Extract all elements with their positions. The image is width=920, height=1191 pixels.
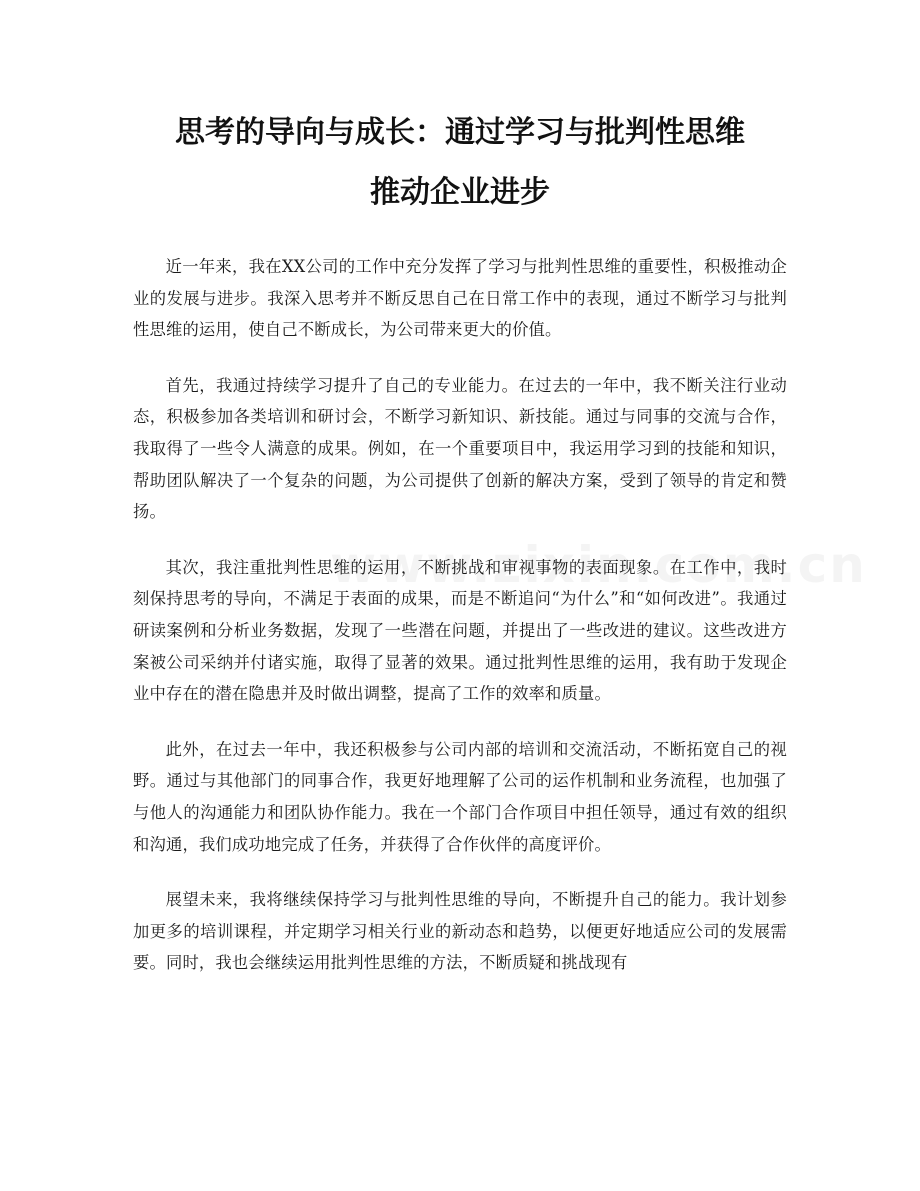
title-line-1: 思考的导向与成长：通过学习与批判性思维: [175, 115, 745, 150]
paragraph-3: 其次，我注重批判性思维的运用，不断挑战和审视事物的表面现象。在工作中，我时刻保持思考的导向，不满足于表面的成果，而是不断追问“为什么”和“如何改进”。我通过研读案例和分析业务数据，发现了一些潜在问题，并提出了一些改进的建议。这些改进方案被公司采纳并付诸实施，取得了显著的效果。通过批判性思维的运用，我有助于发现企业中存在的潜在隐患并及时做出调整，提高了工作的效率和质量。: [133, 557, 787, 704]
document-body: [133, 251, 787, 979]
document-title: [133, 103, 787, 223]
title-line-2: 推动企业进步: [370, 175, 550, 210]
paragraph-5: 展望未来，我将继续保持学习与批判性思维的导向，不断提升自己的能力。我计划参加更多的培训课程，并定期学习相关行业的新动态和趋势，以便更好地适应公司的发展需要。同时，我也会继续运用批判性思维的方法，不断质疑和挑战现有: [133, 890, 787, 973]
paragraph-4: 此外，在过去一年中，我还积极参与公司内部的培训和交流活动，不断拓宽自己的视野。通过与其他部门的同事合作，我更好地理解了公司的运作机制和业务流程，也加强了与他人的沟通能力和团队协作能力。我在一个部门合作项目中担任领导，通过有效的组织和沟通，我们成功地完成了任务，并获得了合作伙伴的高度评价。: [133, 739, 787, 854]
paragraph-1: 近一年来，我在XX公司的工作中充分发挥了学习与批判性思维的重要性，积极推动企业的发展与进步。我深入思考并不断反思自己在日常工作中的表现，通过不断学习与批判性思维的运用，使自己不断成长，为公司带来更大的价值。: [133, 257, 787, 340]
paragraph-2: 首先，我通过持续学习提升了自己的专业能力。在过去的一年中，我不断关注行业动态，积极参加各类培训和研讨会，不断学习新知识、新技能。通过与同事的交流与合作，我取得了一些令人满意的成果。例如，在一个重要项目中，我运用学习到的技能和知识，帮助团队解决了一个复杂的问题，为公司提供了创新的解决方案，受到了领导的肯定和赞扬。: [133, 375, 787, 522]
